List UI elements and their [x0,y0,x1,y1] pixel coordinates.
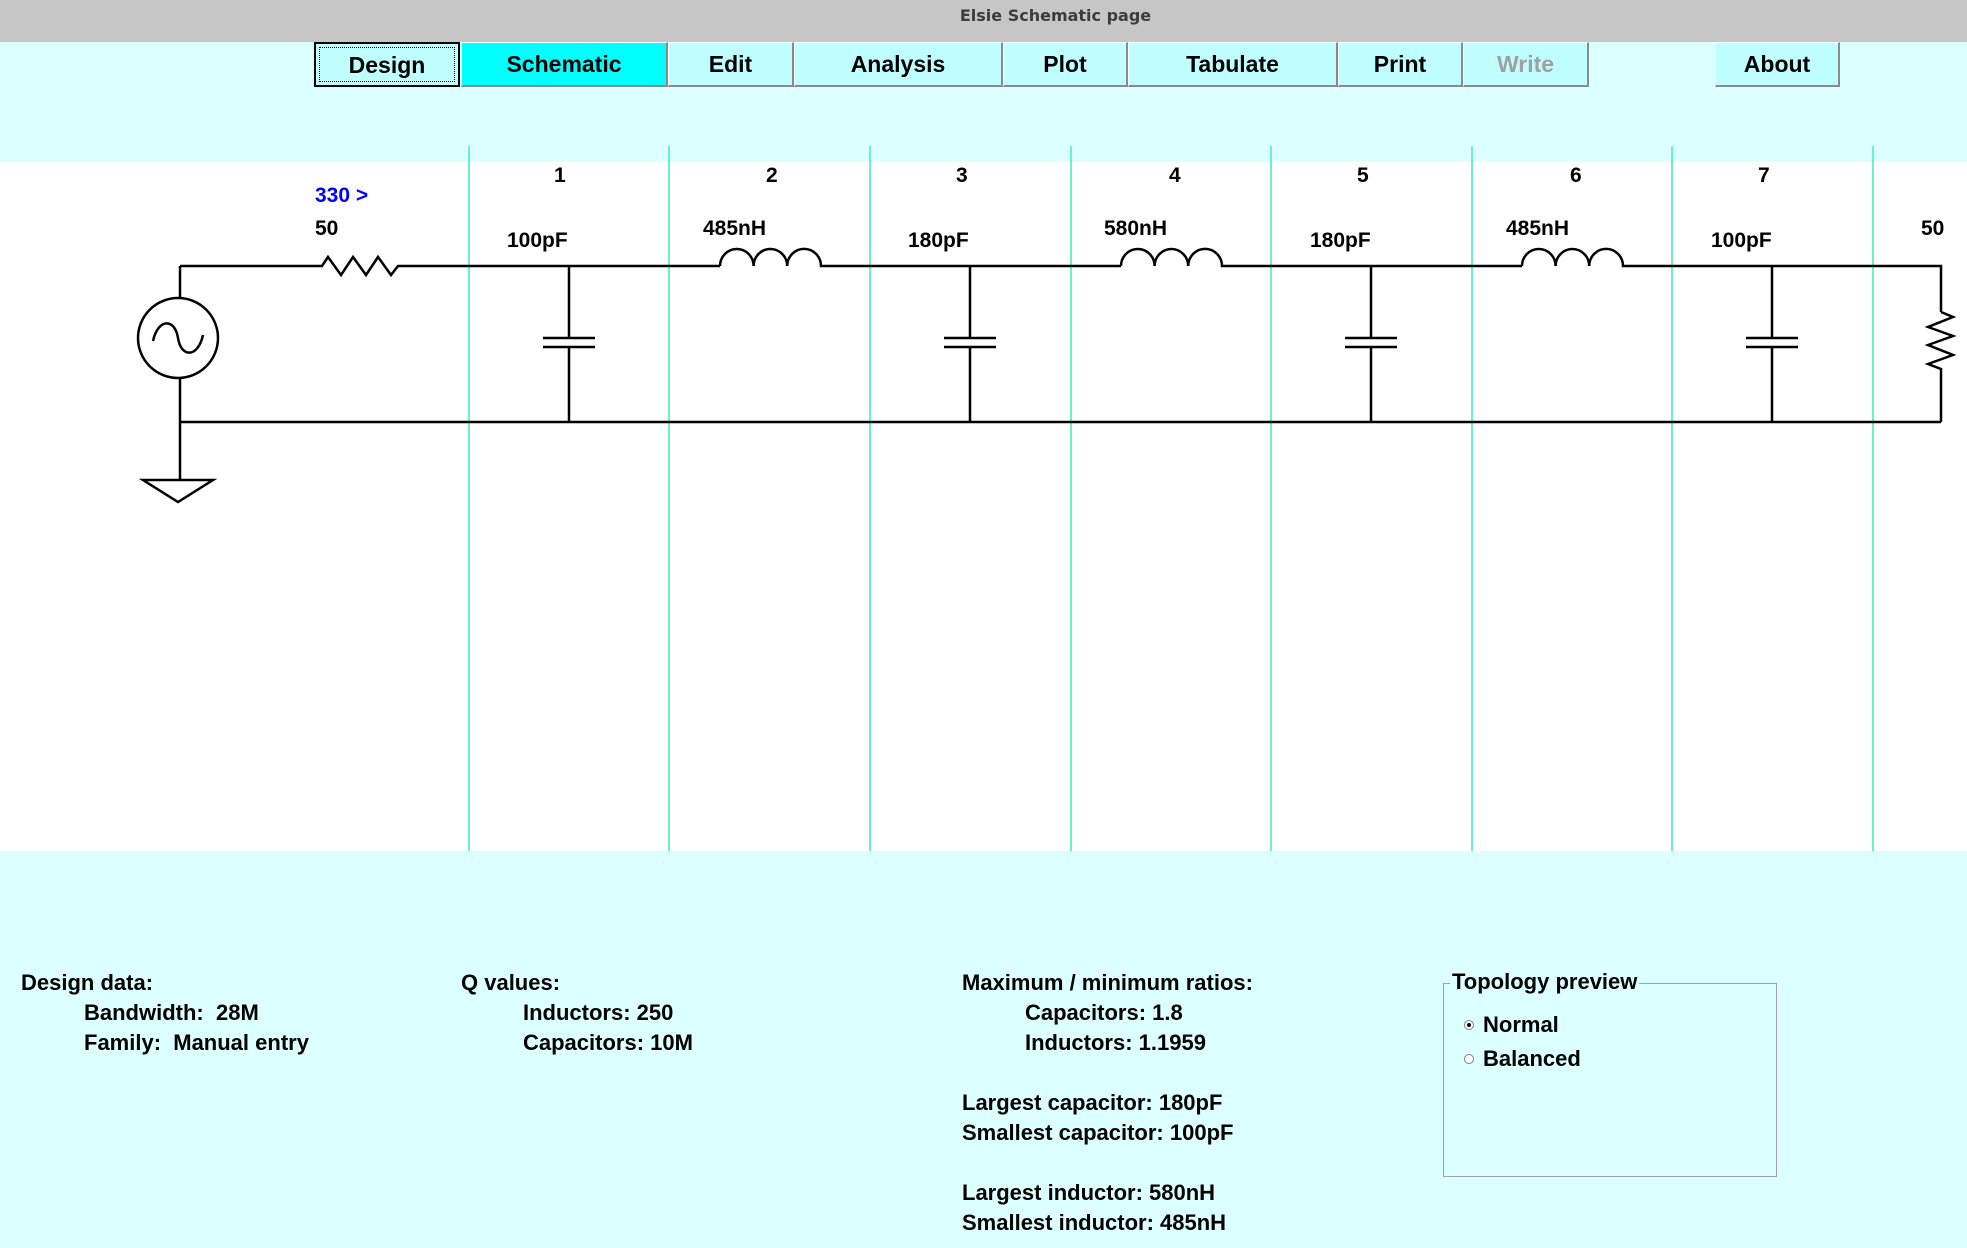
smallest-capacitor: Smallest capacitor: 100pF [962,1120,1234,1145]
source-value-editor[interactable]: 330 > [315,184,369,207]
bandwidth-value: Bandwidth: 28M [84,1000,259,1025]
design-data-heading: Design data: [21,970,154,995]
radio-checked-icon[interactable] [1464,1020,1474,1030]
load-resistor-icon [1928,312,1953,422]
family-value: Family: Manual entry [84,1030,309,1055]
schematic-button[interactable]: Schematic [461,42,668,87]
ratio-capacitors: Capacitors: 1.8 [1025,1000,1183,1025]
q-inductors: Inductors: 250 [523,1000,674,1025]
write-button: Write [1463,42,1589,87]
radio-balanced-label: Balanced [1483,1046,1581,1071]
largest-capacitor: Largest capacitor: 180pF [962,1090,1223,1115]
component-value[interactable]: 100pF [1711,229,1772,252]
load-impedance-label: 50 [1921,217,1945,240]
source-impedance-label: 50 [315,217,339,240]
capacitor-icon [944,266,996,422]
column-number: 2 [766,164,778,187]
schematic-canvas[interactable] [0,161,1967,851]
design-button[interactable]: Design [314,42,460,87]
capacitor-icon [543,266,595,422]
column-number: 1 [554,164,566,187]
q-capacitors: Capacitors: 10M [523,1030,693,1055]
radio-unchecked-icon[interactable] [1464,1054,1474,1064]
topology-preview-legend: Topology preview [1452,969,1638,994]
component-value[interactable]: 100pF [507,229,568,252]
component-value[interactable]: 485nH [1506,217,1570,240]
edit-button[interactable]: Edit [668,42,794,87]
column-number: 6 [1570,164,1582,187]
inductor-icon [1522,249,1941,312]
source-resistor-icon [180,257,720,275]
column-number: 3 [956,164,968,187]
window-title: Elsie Schematic page [959,6,1152,25]
radio-normal-label: Normal [1483,1012,1559,1037]
component-value[interactable]: 485nH [703,217,767,240]
component-value[interactable]: 180pF [1310,229,1371,252]
column-number: 5 [1357,164,1369,187]
component-value[interactable]: 180pF [908,229,969,252]
largest-inductor: Largest inductor: 580nH [962,1180,1216,1205]
ac-source-icon [138,266,218,480]
print-button[interactable]: Print [1338,42,1463,87]
analysis-button[interactable]: Analysis [794,42,1003,87]
capacitor-icon [1345,266,1397,422]
column-grid-lines [469,161,1873,851]
about-button[interactable]: About [1715,42,1840,87]
radio-balanced[interactable] [1464,1046,1581,1072]
ratios-heading: Maximum / minimum ratios: [962,970,1253,995]
component-value[interactable]: 580nH [1104,217,1168,240]
plot-button[interactable]: Plot [1003,42,1128,87]
smallest-inductor: Smallest inductor: 485nH [962,1210,1227,1235]
ground-icon [143,480,213,502]
q-values-heading: Q values: [461,970,561,995]
column-number: 4 [1169,164,1181,187]
column-number: 7 [1758,164,1770,187]
ratio-inductors: Inductors: 1.1959 [1025,1030,1206,1055]
topology-preview-group [1443,969,1777,1177]
capacitor-icon [1746,266,1798,422]
tabulate-button[interactable]: Tabulate [1128,42,1338,87]
schematic-drawing [0,161,1967,851]
radio-normal[interactable] [1464,1012,1559,1038]
